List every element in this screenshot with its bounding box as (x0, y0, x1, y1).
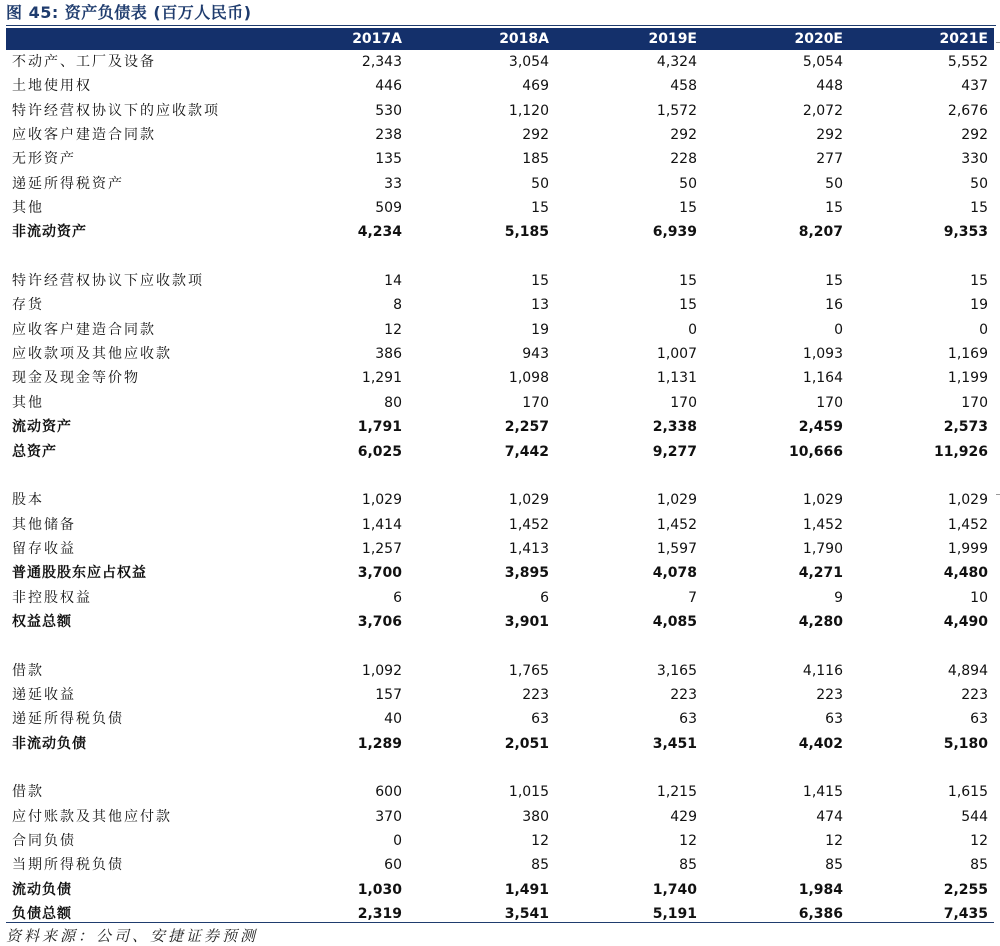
table-row (6, 415, 994, 439)
row-label: 普通股股东应占权益 (12, 565, 147, 582)
value-cell: 170 (816, 394, 843, 411)
row-label: 递延所得税资产 (12, 175, 124, 192)
value-cell: 1,740 (652, 881, 697, 898)
value-cell: 135 (375, 151, 402, 168)
value-cell: 16 (825, 297, 843, 314)
table-row (6, 561, 994, 585)
table-spacer-row (6, 756, 994, 780)
table-row (6, 99, 994, 123)
source-note: 资料来源：公司、安捷证券预测 (6, 927, 259, 945)
value-cell: 5,185 (504, 224, 549, 241)
value-cell: 3,706 (357, 613, 402, 630)
value-cell: 600 (375, 784, 402, 801)
value-cell: 1,029 (947, 492, 988, 509)
balance-sheet-table (6, 50, 994, 926)
table-row (6, 732, 994, 756)
value-cell: 85 (531, 857, 549, 874)
table-row (6, 513, 994, 537)
row-label: 留存收益 (12, 540, 76, 557)
row-label: 应收客户建造合同款 (12, 127, 156, 144)
value-cell: 2,343 (361, 54, 402, 70)
row-label: 流动资产 (12, 419, 72, 436)
value-cell: 13 (531, 297, 549, 314)
value-cell: 10,666 (788, 443, 843, 460)
value-cell: 3,901 (504, 613, 549, 630)
value-cell: 50 (531, 175, 549, 192)
value-cell: 63 (825, 711, 843, 728)
value-cell: 544 (961, 808, 988, 825)
value-cell: 15 (679, 273, 697, 290)
row-label: 借款 (12, 784, 44, 801)
value-cell: 330 (961, 151, 988, 168)
value-cell: 3,054 (508, 54, 549, 70)
value-cell: 1,999 (947, 540, 988, 557)
value-cell: 63 (970, 711, 988, 728)
value-cell: 12 (970, 833, 988, 849)
value-cell: 80 (384, 394, 402, 411)
value-cell: 5,054 (802, 54, 843, 70)
value-cell: 5,180 (943, 735, 988, 752)
value-cell: 292 (522, 127, 549, 144)
value-cell: 1,029 (802, 492, 843, 509)
value-cell: 170 (961, 394, 988, 411)
value-cell: 7 (688, 589, 697, 606)
value-cell: 50 (679, 175, 697, 192)
value-cell: 1,491 (504, 881, 549, 898)
value-cell: 1,413 (508, 540, 549, 557)
value-cell: 15 (531, 273, 549, 290)
value-cell: 292 (961, 127, 988, 144)
value-cell: 8 (393, 297, 402, 314)
value-cell: 10 (970, 589, 988, 606)
row-label: 土地使用权 (12, 78, 92, 95)
value-cell: 1,092 (361, 662, 402, 679)
row-label: 现金及现金等价物 (12, 370, 140, 387)
value-cell: 1,215 (656, 784, 697, 801)
value-cell: 5,552 (947, 54, 988, 70)
value-cell: 85 (679, 857, 697, 874)
value-cell: 1,029 (656, 492, 697, 509)
table-row (6, 123, 994, 147)
value-cell: 1,597 (656, 540, 697, 557)
value-cell: 238 (375, 127, 402, 144)
table-row (6, 50, 994, 74)
value-cell: 223 (816, 686, 843, 703)
row-label: 应付账款及其他应付款 (12, 808, 172, 825)
value-cell: 1,030 (357, 881, 402, 898)
value-cell: 228 (670, 151, 697, 168)
table-bottom-rule (6, 922, 994, 923)
value-cell: 170 (670, 394, 697, 411)
value-cell: 4,116 (802, 662, 843, 679)
value-cell: 223 (961, 686, 988, 703)
row-label: 递延所得税负债 (12, 711, 124, 728)
value-cell: 9,277 (652, 443, 697, 460)
row-label: 其他 (12, 394, 44, 411)
value-cell: 448 (816, 78, 843, 95)
value-cell: 6,939 (652, 224, 697, 241)
value-cell: 4,085 (652, 613, 697, 630)
value-cell: 4,324 (656, 54, 697, 70)
value-cell: 4,894 (947, 662, 988, 679)
row-label: 非流动资产 (12, 224, 87, 241)
value-cell: 1,007 (656, 346, 697, 363)
value-cell: 85 (970, 857, 988, 874)
value-cell: 380 (522, 808, 549, 825)
row-label: 合同负债 (12, 833, 76, 849)
value-cell: 2,051 (504, 735, 549, 752)
value-cell: 4,480 (943, 565, 988, 582)
value-cell: 157 (375, 686, 402, 703)
table-row (6, 318, 994, 342)
figure-title-bar (6, 2, 996, 26)
value-cell: 1,257 (361, 540, 402, 557)
value-cell: 6,025 (357, 443, 402, 460)
table-row (6, 391, 994, 415)
value-cell: 1,120 (508, 102, 549, 119)
row-label: 股本 (12, 492, 44, 509)
value-cell: 943 (522, 346, 549, 363)
table-spacer-row (6, 464, 994, 488)
table-spacer-row (6, 634, 994, 658)
value-cell: 1,452 (802, 516, 843, 533)
table-row (6, 342, 994, 366)
value-cell: 0 (834, 321, 843, 338)
value-cell: 429 (670, 808, 697, 825)
table-row (6, 220, 994, 244)
value-cell: 1,169 (947, 346, 988, 363)
value-cell: 1,029 (508, 492, 549, 509)
row-label: 不动产、工厂及设备 (12, 54, 156, 70)
table-row (6, 196, 994, 220)
value-cell: 1,765 (508, 662, 549, 679)
value-cell: 1,790 (802, 540, 843, 557)
value-cell: 40 (384, 711, 402, 728)
row-label: 应收款项及其他应收款 (12, 346, 172, 363)
value-cell: 370 (375, 808, 402, 825)
value-cell: 0 (393, 833, 402, 849)
value-cell: 2,255 (943, 881, 988, 898)
value-cell: 509 (375, 200, 402, 217)
value-cell: 12 (679, 833, 697, 849)
table-row (6, 74, 994, 98)
table-row (6, 683, 994, 707)
value-cell: 1,452 (947, 516, 988, 533)
row-label: 负债总额 (12, 906, 72, 923)
value-cell: 1,291 (361, 370, 402, 387)
value-cell: 1,415 (802, 784, 843, 801)
value-cell: 292 (670, 127, 697, 144)
table-row (6, 829, 994, 853)
row-label: 递延收益 (12, 686, 76, 703)
row-label: 当期所得税负债 (12, 857, 124, 874)
column-header-2018a: 2018A (499, 31, 549, 47)
table-spacer-row (6, 245, 994, 269)
value-cell: 2,338 (652, 419, 697, 436)
value-cell: 6,386 (798, 906, 843, 923)
row-label: 应收客户建造合同款 (12, 321, 156, 338)
value-cell: 3,700 (357, 565, 402, 582)
row-label: 无形资产 (12, 151, 76, 168)
table-row (6, 707, 994, 731)
value-cell: 15 (825, 200, 843, 217)
table-row (6, 147, 994, 171)
scroll-edge-marker (996, 494, 1000, 495)
value-cell: 446 (375, 78, 402, 95)
value-cell: 12 (384, 321, 402, 338)
value-cell: 15 (825, 273, 843, 290)
value-cell: 2,573 (943, 419, 988, 436)
table-row (6, 293, 994, 317)
value-cell: 4,280 (798, 613, 843, 630)
value-cell: 2,257 (504, 419, 549, 436)
column-header-2017a: 2017A (352, 31, 402, 47)
value-cell: 1,199 (947, 370, 988, 387)
value-cell: 12 (531, 833, 549, 849)
value-cell: 15 (679, 297, 697, 314)
value-cell: 9,353 (943, 224, 988, 241)
value-cell: 458 (670, 78, 697, 95)
value-cell: 3,541 (504, 906, 549, 923)
value-cell: 469 (522, 78, 549, 95)
column-header-2021e: 2021E (939, 31, 988, 47)
figure-title: 图 45: 资产负债表 (百万人民币) (6, 3, 252, 22)
value-cell: 19 (531, 321, 549, 338)
value-cell: 4,271 (798, 565, 843, 582)
column-header-2019e: 2019E (648, 31, 697, 47)
value-cell: 223 (670, 686, 697, 703)
value-cell: 2,459 (798, 419, 843, 436)
value-cell: 6 (540, 589, 549, 606)
value-cell: 1,452 (508, 516, 549, 533)
value-cell: 15 (679, 200, 697, 217)
value-cell: 1,164 (802, 370, 843, 387)
value-cell: 63 (531, 711, 549, 728)
value-cell: 292 (816, 127, 843, 144)
row-label: 总资产 (12, 443, 57, 460)
scroll-edge-marker (996, 42, 1000, 43)
row-label: 存货 (12, 297, 44, 314)
value-cell: 7,435 (943, 906, 988, 923)
value-cell: 63 (679, 711, 697, 728)
value-cell: 530 (375, 102, 402, 119)
value-cell: 9 (834, 589, 843, 606)
table-row (6, 488, 994, 512)
value-cell: 1,131 (656, 370, 697, 387)
row-label: 流动负债 (12, 881, 72, 898)
row-label: 特许经营权协议下应收款项 (12, 273, 204, 290)
table-row (6, 610, 994, 634)
column-header-2020e: 2020E (794, 31, 843, 47)
row-label: 非控股权益 (12, 589, 92, 606)
value-cell: 8,207 (798, 224, 843, 241)
value-cell: 85 (825, 857, 843, 874)
value-cell: 1,289 (357, 735, 402, 752)
value-cell: 60 (384, 857, 402, 874)
value-cell: 223 (522, 686, 549, 703)
value-cell: 1,029 (361, 492, 402, 509)
value-cell: 1,015 (508, 784, 549, 801)
value-cell: 50 (825, 175, 843, 192)
value-cell: 3,165 (656, 662, 697, 679)
value-cell: 386 (375, 346, 402, 363)
value-cell: 1,572 (656, 102, 697, 119)
table-row (6, 659, 994, 683)
row-label: 特许经营权协议下的应收款项 (12, 102, 220, 119)
table-row (6, 878, 994, 902)
value-cell: 170 (522, 394, 549, 411)
value-cell: 6 (393, 589, 402, 606)
value-cell: 33 (384, 175, 402, 192)
table-row (6, 269, 994, 293)
table-row (6, 780, 994, 804)
value-cell: 14 (384, 273, 402, 290)
row-label: 非流动负债 (12, 735, 87, 752)
table-row (6, 366, 994, 390)
value-cell: 185 (522, 151, 549, 168)
value-cell: 1,098 (508, 370, 549, 387)
value-cell: 2,072 (802, 102, 843, 119)
table-row (6, 440, 994, 464)
row-label: 借款 (12, 662, 44, 679)
value-cell: 15 (970, 273, 988, 290)
value-cell: 19 (970, 297, 988, 314)
value-cell: 3,451 (652, 735, 697, 752)
value-cell: 4,490 (943, 613, 988, 630)
value-cell: 1,414 (361, 516, 402, 533)
row-label: 权益总额 (12, 613, 72, 630)
value-cell: 4,234 (357, 224, 402, 241)
value-cell: 1,615 (947, 784, 988, 801)
value-cell: 474 (816, 808, 843, 825)
table-row (6, 537, 994, 561)
value-cell: 0 (979, 321, 988, 338)
row-label: 其他储备 (12, 516, 76, 533)
table-row (6, 805, 994, 829)
value-cell: 15 (970, 200, 988, 217)
value-cell: 1,452 (656, 516, 697, 533)
value-cell: 4,078 (652, 565, 697, 582)
value-cell: 11,926 (933, 443, 988, 460)
value-cell: 4,402 (798, 735, 843, 752)
value-cell: 0 (688, 321, 697, 338)
value-cell: 277 (816, 151, 843, 168)
table-row (6, 172, 994, 196)
value-cell: 1,791 (357, 419, 402, 436)
row-label: 其他 (12, 200, 44, 217)
value-cell: 15 (531, 200, 549, 217)
value-cell: 12 (825, 833, 843, 849)
value-cell: 5,191 (652, 906, 697, 923)
table-row (6, 853, 994, 877)
value-cell: 1,984 (798, 881, 843, 898)
value-cell: 7,442 (504, 443, 549, 460)
value-cell: 437 (961, 78, 988, 95)
value-cell: 2,676 (947, 102, 988, 119)
value-cell: 50 (970, 175, 988, 192)
value-cell: 3,895 (504, 565, 549, 582)
table-row (6, 586, 994, 610)
value-cell: 2,319 (357, 906, 402, 923)
value-cell: 1,093 (802, 346, 843, 363)
table-header (6, 28, 994, 50)
